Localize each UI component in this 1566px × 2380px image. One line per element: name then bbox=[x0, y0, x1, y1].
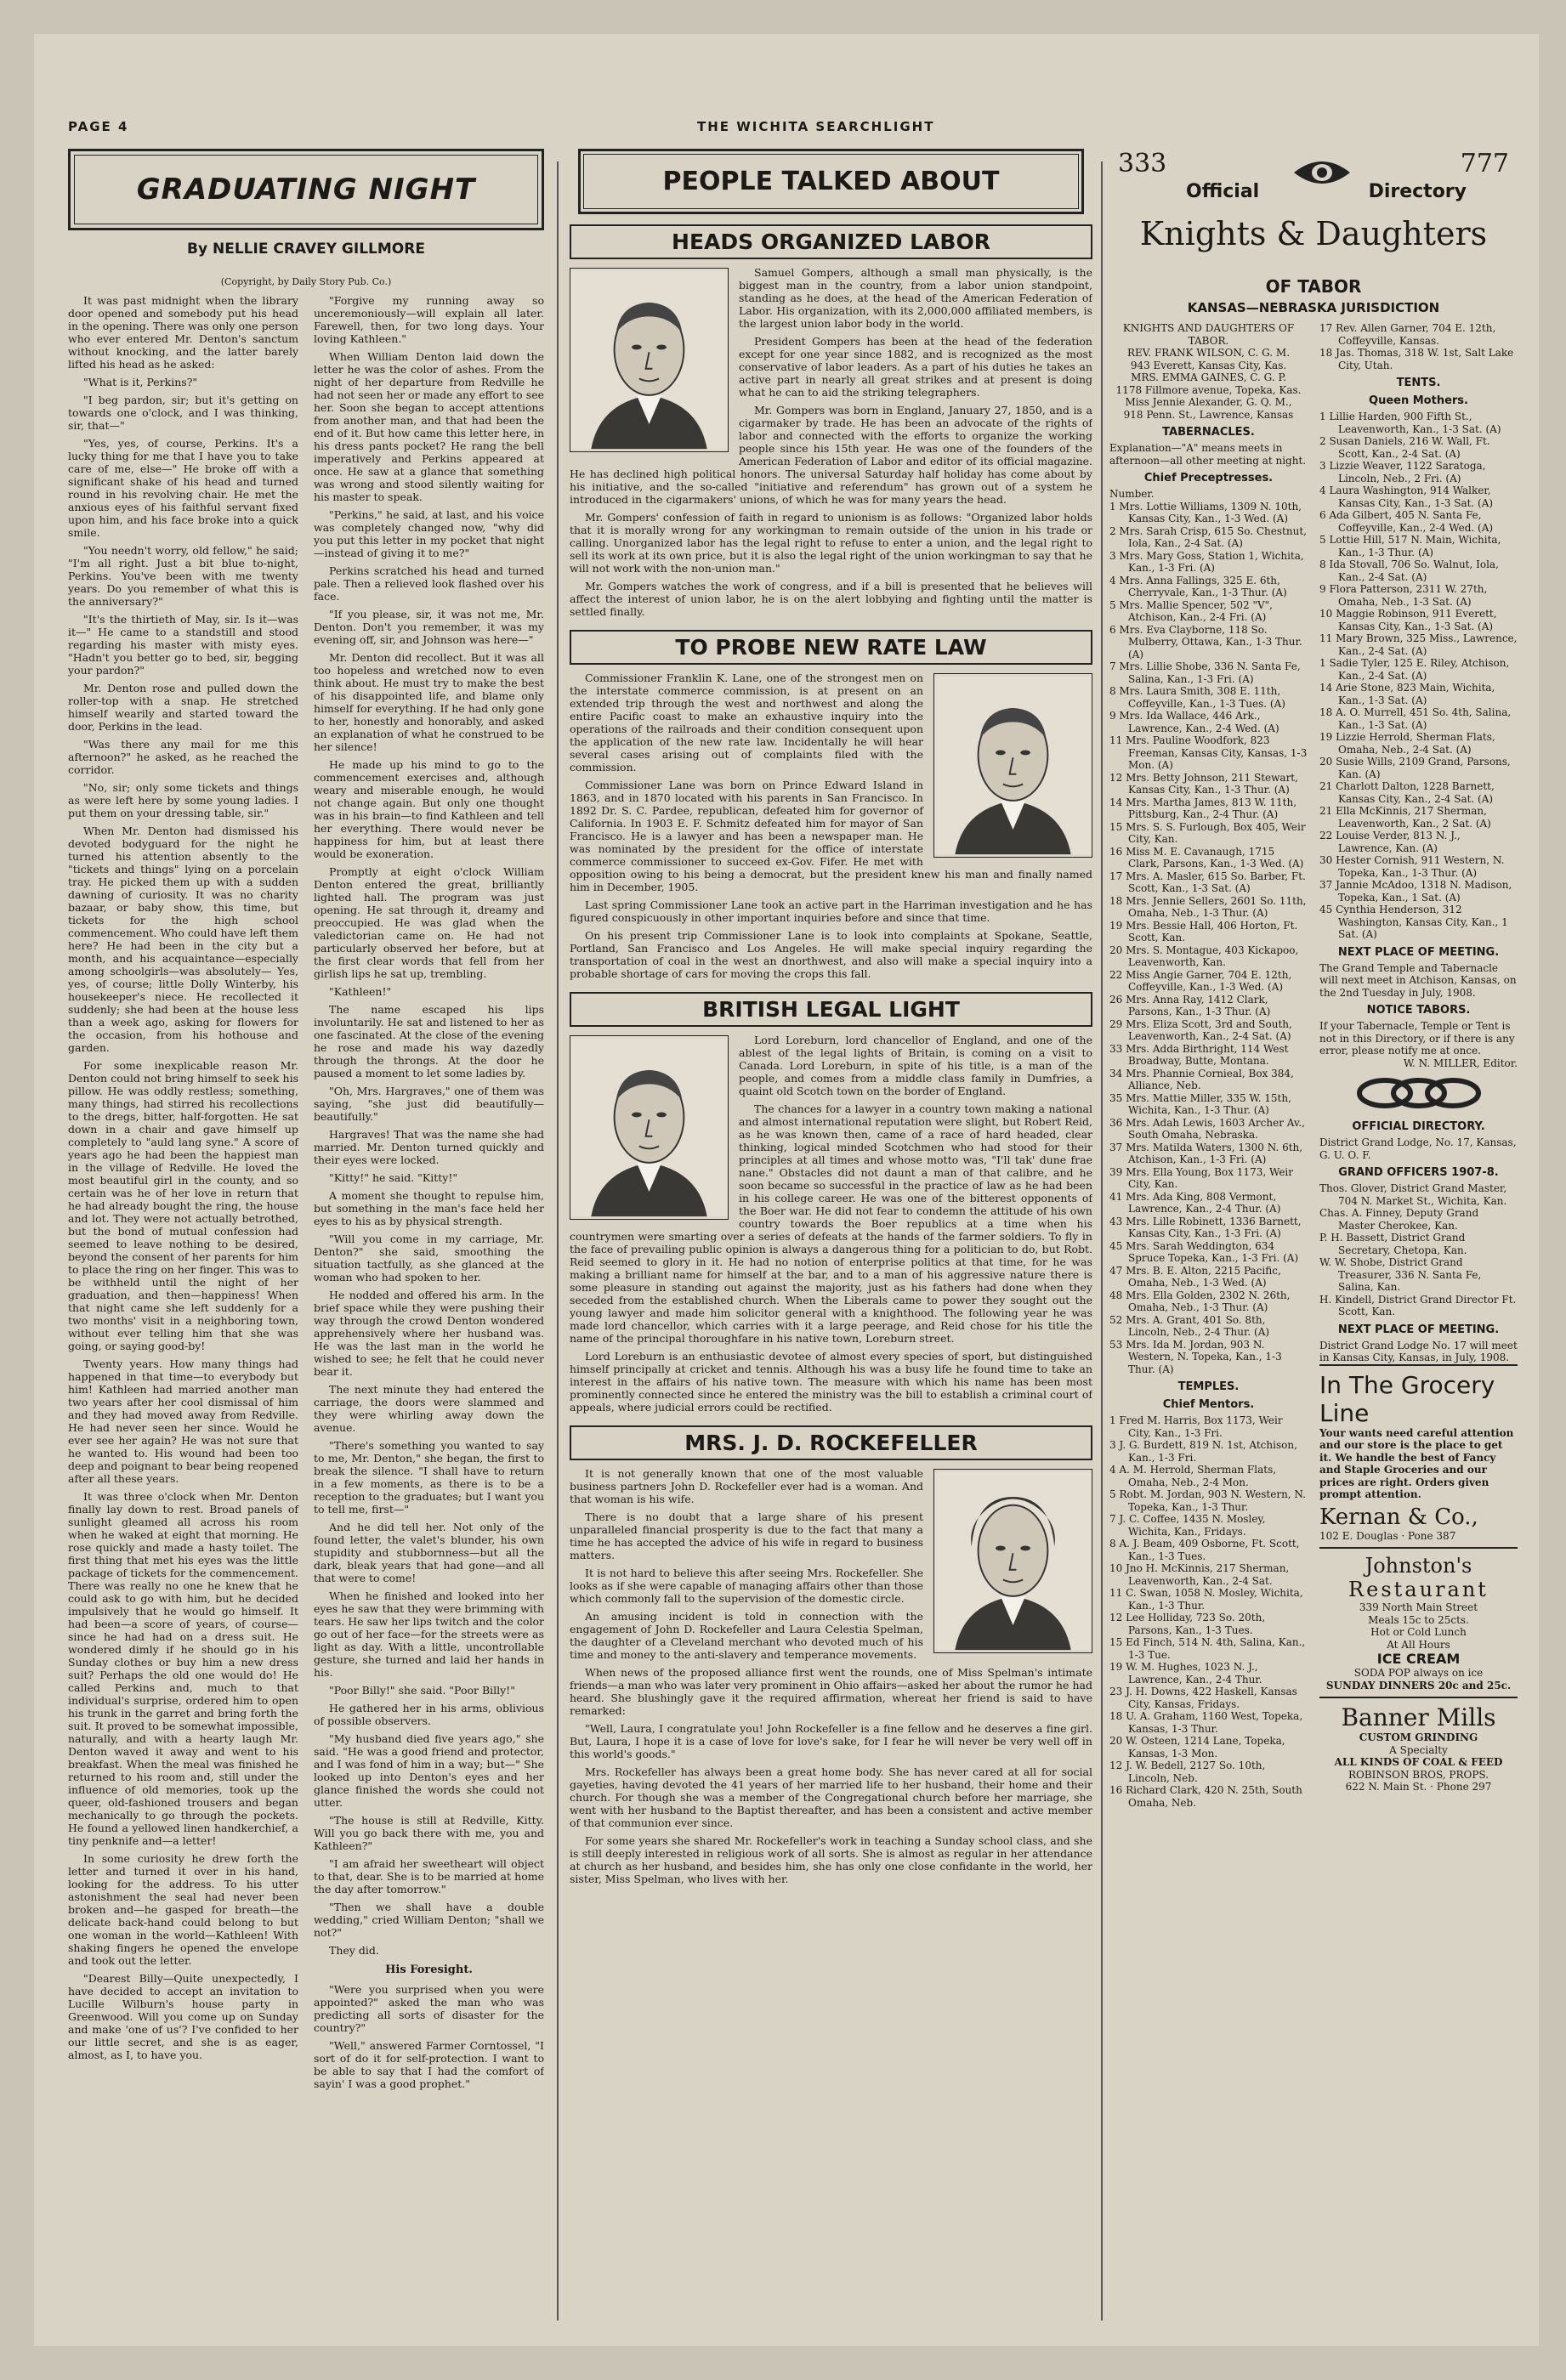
tabernacle-entry: 45 Mrs. Sarah Weddington, 634 Spruce Topeka, Kan., 1-3 Fri. (A) bbox=[1109, 1239, 1299, 1264]
soda-pop: SODA POP always on ice bbox=[1353, 1667, 1484, 1679]
notice-sign: W. N. MILLER, Editor. bbox=[1403, 1057, 1518, 1069]
three-links-icon bbox=[1355, 1076, 1483, 1110]
tabernacle-entry: 1 Mrs. Lottie Williams, 1309 N. 10th, Kansas City, Kan., 1-3 Wed. (A) bbox=[1109, 500, 1302, 524]
story-headline: TO PROBE NEW RATE LAW bbox=[570, 630, 1092, 665]
tent-entry: 2 Susan Daniels, 216 W. Wall, Ft. Scott, Kan., 2-4 Sat. (A) bbox=[1319, 435, 1490, 460]
notice: If your Tabernacle, Temple or Tent is not in this Directory, or if there is any error, please notify me at once. bbox=[1319, 1020, 1515, 1057]
tabernacle-entry: 34 Mrs. Phannie Cornieal, Box 384, Alliance, Neb. bbox=[1109, 1067, 1294, 1091]
tabernacle-list bbox=[1109, 501, 1308, 1376]
temple-entry: 11 C. Swan, 1058 N. Mosley, Wichita, Kan., 1-3 Thur. bbox=[1109, 1587, 1303, 1612]
tent-entry: 8 Ida Stovall, 706 So. Walnut, Iola, Kan., 2-4 Sat. (A) bbox=[1319, 558, 1499, 583]
page-number: PAGE 4 bbox=[68, 119, 129, 134]
paragraph: "Yes, yes, of course, Perkins. It's a lucky thing for me that I have you to take care of me, else—" He broke off with a significant shake of his head and turned round in his revolving chair. He met the anxious eyes of his faithful servant fixed upon him, and his face broke into a quick smile. bbox=[68, 437, 298, 539]
page-header bbox=[68, 119, 1505, 144]
temples-head: TEMPLES. bbox=[1177, 1380, 1240, 1393]
sunday-dinners: SUNDAY DINNERS 20c and 25c. bbox=[1325, 1679, 1512, 1692]
paragraph: "There's something you wanted to say to me, Mr. Denton," she began, the first to break the silence. "I shall have to return in a few moments, as there is to be a reception to the graduates; but I want you to tell me, first—" bbox=[314, 1439, 544, 1516]
temple-entry: 19 W. M. Hughes, 1023 N. J., Lawrence, Kan., 2-4 Thur. bbox=[1109, 1661, 1262, 1686]
temple-entry: 16 Richard Clark, 420 N. 25th, South Omaha, Neb. bbox=[1109, 1784, 1302, 1809]
grocery-ad bbox=[1319, 1364, 1518, 1548]
tent-entry: 30 Hester Cornish, 911 Western, N. Topeka, Kan., 1-3 Thur. (A) bbox=[1319, 854, 1505, 879]
kernan-address: 102 E. Douglas bbox=[1319, 1529, 1399, 1542]
tabernacle-entry: 48 Mrs. Ella Golden, 2302 N. 26th, Omaha, Neb., 1-3 Thur. (A) bbox=[1109, 1289, 1291, 1313]
tent-entry: 37 Jannie McAdoo, 1318 N. Madison, Topeka, Kan., 1 Sat. (A) bbox=[1319, 879, 1512, 904]
tabernacle-entry: 16 Miss M. E. Cavanaugh, 1715 Clark, Parsons, Kan., 1-3 Wed. (A) bbox=[1109, 845, 1304, 870]
paragraph: Mr. Gompers was born in England, January 27, 1850, and is a cigarmaker by trade. He has been an advocate of the rights of labor and connected with the efforts to organize the working people since his 15th year. He was one of the founders of the American Federation of Labor and editor of its official magazine. He has declined high political honors. The universal Saturday half holiday has come about by his initiative, and the so-called "initiative and referendum" has grown out of a system he introduced in the cigarmakers' unions, of which he was for many years the head. bbox=[570, 404, 1092, 506]
paragraph: "I am afraid her sweetheart will object to that, dear. She is to be married at home the day after tomorrow." bbox=[314, 1857, 544, 1896]
all-seeing-eye-icon bbox=[1292, 156, 1352, 190]
paragraph: "Will you come in my carriage, Mr. Denton?" she said, smoothing the situation tactfully, as she glanced at the woman who had spoken to her. bbox=[314, 1232, 544, 1284]
paragraph: Last spring Commissioner Lane took an active part in the Harriman investigation and he has figured conspicuously in other important inquiries before and since that time. bbox=[570, 898, 1092, 924]
tabernacle-entry: 7 Mrs. Lillie Shobe, 336 N. Santa Fe, Salina, Kan., 1-3 Fri. (A) bbox=[1109, 660, 1301, 685]
paragraph: When William Denton laid down the letter he was the color of ashes. From the night of her departure from Redville he had not seen her or made any effort to see her. Soon she began to accept attentions from another man, and that had been the end of it. But how came this letter here, in his dress pants pocket? He rang the bell imperatively and Perkins appeared at once. He saw at a glance that something was wrong and stood silently waiting for his master to speak. bbox=[314, 350, 544, 503]
chief-mentors: Chief Mentors. bbox=[1162, 1398, 1255, 1411]
tabernacle-entry: 2 Mrs. Sarah Crisp, 615 So. Chestnut, Iola, Kan., 2-4 Sat. (A) bbox=[1109, 524, 1307, 549]
paragraph: "Poor Billy!" she said. "Poor Billy!" bbox=[329, 1684, 515, 1697]
paragraph: A moment she thought to repulse him, but something in the man's face held her eyes to his as by physical strength. bbox=[314, 1189, 544, 1227]
paragraph: There is no doubt that a large share of his present unparalleled financial prosperity is due to the fact that many a time he has accepted the advice of his wife in regard to business matters. bbox=[570, 1510, 923, 1561]
paragraph: When news of the proposed alliance first went the rounds, one of Miss Spelman's intimate friends—a man who was later very prominent in Ohio affairs—asked her about the rumor he had heard. She blushingly gave it the required affirmation, whereat her friend is said to have remarked: bbox=[570, 1666, 1092, 1717]
officer-line: KNIGHTS AND DAUGHTERS OF TABOR. bbox=[1122, 322, 1295, 347]
portrait-image bbox=[933, 1469, 1092, 1653]
officer-line: REV. FRANK WILSON, C. G. M. bbox=[1126, 347, 1291, 359]
jurisdiction: KANSAS—NEBRASKA JURISDICTION bbox=[1187, 300, 1440, 315]
tabernacle-entry: 36 Mrs. Adah Lewis, 1603 Archer Av., South Omaha, Nebraska. bbox=[1109, 1116, 1305, 1141]
next-meeting: The Grand Temple and Tabernacle will next meet in Atchison, Kansas, on the 2nd Tuesday in July, 1908. bbox=[1319, 961, 1517, 999]
paragraph: "Well, Laura, I congratulate you! John Rockefeller is a fine fellow and he deserves a fine girl. But, Laura, I hope it is a case of love for love's sake, for I fear he will never be very well off in this world's goods." bbox=[570, 1722, 1092, 1760]
tent-list bbox=[1319, 411, 1518, 941]
paragraph: He nodded and offered his arm. In the brief space while they were pushing their way through the crowd Denton wondered apprehensively where her husband was. He was the last man in the world he wished to see; he felt that he could never bear it. bbox=[314, 1289, 544, 1378]
directory-header bbox=[1109, 149, 1518, 276]
tabernacle-entry: 20 Mrs. S. Montague, 403 Kickapoo, Leavenworth, Kan. bbox=[1109, 944, 1299, 968]
tabernacle-entry: 53 Mrs. Ida M. Jordan, 903 N. Western, N. Topeka, Kan., 1-3 Thur. (A) bbox=[1109, 1338, 1282, 1375]
johnston-lunch: Hot or Cold Lunch bbox=[1370, 1626, 1467, 1638]
tent-entry: 3 Lizzie Weaver, 1122 Saratoga, Lincoln, Neb., 2 Fri. (A) bbox=[1319, 460, 1486, 484]
tabernacle-entry: 4 Mrs. Anna Fallings, 325 E. 6th, Cherryvale, Kan., 1-3 Thur. (A) bbox=[1109, 574, 1287, 598]
of-tabor: OF TABOR bbox=[1265, 276, 1362, 297]
tabernacle-entry: 39 Mrs. Ella Young, Box 1173, Weir City, Kan. bbox=[1109, 1165, 1293, 1190]
portrait-icon bbox=[934, 1470, 1092, 1652]
portrait-icon bbox=[570, 269, 728, 451]
story-body bbox=[570, 1467, 1092, 1890]
official-directory-head: OFFICIAL DIRECTORY. bbox=[1352, 1120, 1485, 1133]
paragraph: "The house is still at Redville, Kitty. Will you go back there with me, you and Kathleen?" bbox=[314, 1814, 544, 1852]
paragraph: Commissioner Lane was born on Prince Edward Island in 1863, and in 1870 located with his parents in San Francisco. In 1892 Dr. S. C. Pardee, republican, defeated him for governor of California. In 1903 E. F. Schmitz defeated him for mayor of San Francisco. He is a lawyer and has been a newspaper man. He was nominated by the president for the office of interstate commerce commissioner to succeed ex-Gov. Fifer. He met with opposition owing to his being a democrat, but the president knew his man and finally named him in December, 1905. bbox=[570, 779, 1092, 893]
tent-entry: 19 Lizzie Herrold, Sherman Flats, Omaha, Neb., 2-4 Sat. (A) bbox=[1319, 731, 1495, 756]
paragraph: An amusing incident is told in connection with the engagement of John D. Rockefeller and Laura Celestia Spelman, the daughter of a Cleveland merchant who devoted much of his time and money to the anti-slavery and temperance movements. bbox=[570, 1610, 923, 1661]
tent-entry: 45 Cynthia Henderson, 312 Washington, Kansas City, Kan., 1 Sat. (A) bbox=[1319, 904, 1508, 940]
paragraph: Mr. Gompers' confession of faith in regard to unionism is as follows: "Organized labor holds that it is morally wrong for any workingman to remain outside of the union in his trade or calling. Unorganized labor has the legal right to refuse to enter a union, and the legal right to sell its work at its own price, but it is also the legal right of the union workingman to say that he will not work with the non-union man." bbox=[570, 511, 1092, 575]
portrait-image bbox=[933, 673, 1092, 858]
tabernacles-head: TABERNACLES. bbox=[1162, 426, 1255, 439]
three-links-emblem bbox=[1319, 1076, 1518, 1114]
paragraph: Hargraves! That was the name she had married. Mr. Denton turned quickly and their eyes were locked. bbox=[314, 1128, 544, 1166]
copyright: (Copyright, by Daily Story Pub. Co.) bbox=[220, 276, 392, 287]
temple-entry: 7 J. C. Coffee, 1435 N. Mosley, Wichita, Kan., Fridays. bbox=[1109, 1513, 1266, 1538]
kernan-name: Kernan & Co., bbox=[1319, 1504, 1478, 1530]
grocery-text: Your wants need careful attention and our store is the place to get it. We handle the best of Fancy and Staple Groceries and our prices are right. Orders given prompt attention. bbox=[1319, 1426, 1514, 1500]
temple-entry: 12 J. W. Bedell, 2127 So. 10th, Lincoln, Neb. bbox=[1109, 1760, 1266, 1784]
temple-entry: 23 J. H. Downs, 422 Haskell, Kansas City, Kansas, Fridays. bbox=[1109, 1686, 1297, 1710]
paragraph: For some inexplicable reason Mr. Denton could not bring himself to seek his pillow. He was oddly restless; something, many things, had stirred his recollections to the dregs, bitter, half-forgotten. He sat down in a chair and gave himself up completely to "auld lang syne." A score of years ago he had been the happiest man in the village of Redville. He loved the most beautiful girl in the county, and so certain was he of her love in return that he had already bought the ring, the house and lot. They were not actually betrothed, but the bond of mutual confession had seemed to leave nothing to be desired, beyond the consent of her parents for him to place the ring on her finger. This was to be withheld until the night of her graduation, and then—happiness! When that night came she left suddenly for a two months' visit in a neighboring town, without ever telling him that she was going, or saying good-by! bbox=[68, 1059, 298, 1352]
tent-entry: 20 Susie Wills, 2109 Grand, Parsons, Kan. (A) bbox=[1319, 756, 1511, 780]
temple-entry: 3 J. G. Burdett, 819 N. 1st, Atchison, Kan., 1-3 Fri. bbox=[1109, 1439, 1297, 1464]
paragraph: "Then we shall have a double wedding," cried William Denton; "shall we not?" bbox=[314, 1901, 544, 1939]
paragraph: They did. bbox=[329, 1944, 379, 1957]
tent-entry: 6 Ada Gilbert, 405 N. Santa Fe, Coffeyville, Kan., 2-4 Wed. (A) bbox=[1319, 509, 1494, 534]
story-headline: MRS. J. D. ROCKEFELLER bbox=[570, 1425, 1092, 1460]
next-meeting-head: NEXT PLACE OF MEETING. bbox=[1337, 945, 1500, 959]
tabernacle-entry: 22 Miss Angie Garner, 704 E. 12th, Coffeyville, Kan., 1-3 Wed. (A) bbox=[1109, 968, 1292, 993]
paragraph: Mrs. Rockefeller has always been a great home body. She has never cared at all for social gayeties, having devoted the 41 years of her married life to her husband, their home and their church. For though she was a member of the Congregational church before her marriage, she went with her husband to the Baptist thereafter, and has been a consistent and active member of that communion ever since. bbox=[570, 1765, 1092, 1829]
tent-entry: 10 Maggie Robinson, 911 Everett, Kansas City, Kan., 1-3 Sat. (A) bbox=[1319, 608, 1497, 632]
paragraph: Mr. Denton did recollect. But it was all too hopeless and wretched now to even think about. He must try to make the best of his disappointed life, and blame only himself for everything. If he had only gone to her, honestly and honorably, and asked an explanation of what he construed to be her silence! bbox=[314, 651, 544, 753]
ice-cream: ICE CREAM bbox=[1376, 1651, 1461, 1667]
grand-officer-entry: Chas. A. Finney, Deputy Grand Master Cherokee, Kan. bbox=[1319, 1207, 1479, 1232]
number-label: Number. bbox=[1109, 488, 1155, 500]
temple-entry: 8 A. J. Beam, 409 Osborne, Ft. Scott, Kan., 1-3 Tues. bbox=[1109, 1538, 1300, 1562]
story-body bbox=[570, 672, 1092, 985]
temple-entry: 10 Jno H. McKinnis, 217 Sherman, Leavenworth, Kan., 2-4 Sat. bbox=[1109, 1562, 1290, 1587]
paragraph: Lord Loreburn is an enthusiastic devotee of almost every species of sport, but distinguished himself principally at cricket and tennis. Although his was a busy life he found time to take an interest in the affairs of his native town. The measure with which his name has been most prominently connected since he entered the ministry was the bill to establish a criminal court of appeals, where judicial errors could be rectified. bbox=[570, 1350, 1092, 1414]
tent-entry: 22 Louise Verder, 813 N. J., Lawrence, Kan. (A) bbox=[1319, 830, 1461, 854]
johnston-ad bbox=[1319, 1547, 1518, 1697]
story-body bbox=[570, 1034, 1092, 1419]
newspaper-page bbox=[34, 34, 1539, 2346]
paragraph: "Kathleen!" bbox=[329, 985, 392, 998]
paragraph: "You needn't worry, old fellow," he said; "I'm all right. Just a bit blue to-night, Perkins. You've been with me twenty years. Do you remember of what this is the anniversary?" bbox=[68, 544, 298, 608]
tabernacle-entry: 47 Mrs. B. E. Alton, 2215 Pacific, Omaha, Neb., 1-3 Wed. (A) bbox=[1109, 1264, 1281, 1289]
tent-entry: 14 Arie Stone, 823 Main, Wichita, Kan., 1-3 Sat. (A) bbox=[1319, 682, 1495, 706]
portrait-image bbox=[570, 268, 729, 452]
paragraph: The name escaped his lips involuntarily. He sat and listened to her as one fascinated. At the close of the evening he rose and made his way dazedly through the throngs. At the door he paused a moment to let some ladies by. bbox=[314, 1003, 544, 1080]
section-banner bbox=[578, 149, 1084, 214]
queen-mothers: Queen Mothers. bbox=[1369, 394, 1468, 407]
tabernacle-entry: 8 Mrs. Laura Smith, 308 E. 11th, Coffeyville, Kan., 1-3 Tues. (A) bbox=[1109, 685, 1285, 710]
lodge-next-head: NEXT PLACE OF MEETING. bbox=[1337, 1323, 1500, 1336]
temple-entry: 18 Jas. Thomas, 318 W. 1st, Salt Lake City, Utah. bbox=[1319, 347, 1514, 371]
banner-mills-title: Banner Mills bbox=[1341, 1703, 1496, 1731]
paragraph: "No, sir; only some tickets and things as were left here by some young ladies. I put them on your dressing table, sir." bbox=[68, 781, 298, 819]
paragraph: "Was there any mail for me this afternoon?" he asked, as he reached the corridor. bbox=[68, 738, 298, 776]
story-body bbox=[570, 266, 1092, 623]
paragraph: "Kitty!" he said. "Kitty!" bbox=[329, 1171, 458, 1184]
tabernacle-entry: 9 Mrs. Ida Wallace, 446 Ark., Lawrence, Kan., 2-4 Wed. (A) bbox=[1109, 710, 1279, 734]
tent-entry: 18 A. O. Murrell, 451 So. 4th, Salina, Kan., 1-3 Sat. (A) bbox=[1319, 706, 1512, 731]
column-rule bbox=[557, 162, 559, 2320]
temple-entry: 4 A. M. Herrold, Sherman Flats, Omaha, Neb., 2-4 Mon. bbox=[1109, 1464, 1277, 1488]
tabernacle-entry: 12 Mrs. Betty Johnson, 211 Stewart, Kansas City, Kan., 1-3 Thur. (A) bbox=[1109, 771, 1298, 796]
grand-officer-entry: Thos. Glover, District Grand Master, 704 N. Market St., Wichita, Kan. bbox=[1319, 1182, 1507, 1207]
tent-entry: 21 Ella McKinnis, 217 Sherman, Leavenworth, Kan., 2 Sat. (A) bbox=[1319, 805, 1491, 830]
directory-columns bbox=[1109, 322, 1518, 1809]
officer-list bbox=[1109, 322, 1308, 421]
sub-headline: His Foresight. bbox=[385, 1964, 473, 1976]
paragraph: "Forgive my running away so unceremoniously—will explain all later. Farewell, then, for two long days. Your loving Kathleen." bbox=[314, 294, 544, 345]
portrait-icon bbox=[570, 1036, 728, 1219]
story-headline: HEADS ORGANIZED LABOR bbox=[570, 224, 1092, 259]
tabernacle-entry: 33 Mrs. Adda Birthright, 114 West Broadway, Butte, Montana. bbox=[1109, 1042, 1289, 1067]
paragraph: "Oh, Mrs. Hargraves," one of them was saying, "she just did beautifully—beautifully." bbox=[314, 1085, 544, 1123]
paragraph: Perkins scratched his head and turned pale. Then a relieved look flashed over his face. bbox=[314, 564, 544, 603]
all-kinds: ALL KINDS OF COAL & FEED bbox=[1334, 1756, 1503, 1768]
tent-entry: 5 Lottie Hill, 517 N. Main, Wichita, Kan., 1-3 Thur. (A) bbox=[1319, 534, 1501, 558]
paragraph: He made up his mind to go to the commencement exercises and, although weary and miserable enough, he would not change again. But only one thought was in his brain—to find Kathleen and tell her everything. There would never be happiness for him, but at least there would be exoneration. bbox=[314, 758, 544, 860]
paragraph: It is not generally known that one of the most valuable business partners John D. Rockefeller ever had is a woman. And that woman is his wife. bbox=[570, 1467, 923, 1505]
tabernacle-entry: 52 Mrs. A. Grant, 401 So. 8th, Lincoln, Neb., 2-4 Thur. (A) bbox=[1109, 1313, 1270, 1338]
tent-entry: 1 Lillie Harden, 900 Fifth St., Leavenworth, Kan., 1-3 Sat. (A) bbox=[1319, 411, 1501, 435]
paragraph: Mr. Gompers watches the work of congress, and if a bill is presented that he believes will affect the interest of union labor, he is on the alert lobbying and fighting until the matter is settled finally. bbox=[570, 580, 1092, 618]
paragraph: President Gompers has been at the head of the federation except for one year since 1882, and is recognized as the most conservative of labor leaders. As a part of his duties he takes an active part in nearly all great strikes and at present is doing what he can to aid the striking telegraphers. bbox=[739, 335, 1092, 399]
officer-line: Miss Jennie Alexander, G. Q. M., bbox=[1125, 396, 1292, 408]
tabernacle-entry: 37 Mrs. Matilda Waters, 1300 N. 6th, Atchison, Kan., 1-3 Fri. (A) bbox=[1109, 1141, 1303, 1165]
paragraph: On his present trip Commissioner Lane is to look into complaints at Spokane, Seattle, Portland, San Francisco and Los Angeles. He will make special inquiry regarding the transportation of coal in the west an dnorthwest, and also will make a special inquiry into a probable shortage of cars for moving the crops this fall. bbox=[570, 929, 1092, 980]
temple-entry: 5 Robt. M. Jordan, 903 N. Western, N. Topeka, Kan., 1-3 Thur. bbox=[1109, 1488, 1306, 1513]
banner-footer: 622 N. Main St. · Phone 297 bbox=[1345, 1781, 1492, 1793]
directory-word: Directory bbox=[1368, 181, 1467, 202]
paragraph: Twenty years. How many things had happened in that time—to everybody but him! Kathleen had married another man two years after her cool dismissal of him and they had moved away from Redville. He had never seen her since. Would he ever see her again? He was not sure that he wanted to. His wound had been too deep and poignant to bear being reopened after all these years. bbox=[68, 1357, 298, 1485]
temple-entry: 1 Fred M. Harris, Box 1173, Weir City, Kan., 1-3 Fri. bbox=[1109, 1414, 1283, 1439]
temple-entry: 12 Lee Holliday, 723 So. 20th, Parsons, Kan., 1-3 Tues. bbox=[1109, 1612, 1266, 1636]
officer-line: 943 Everett, Kansas City, Kas. bbox=[1130, 359, 1287, 371]
tabernacle-entry: 15 Mrs. S. S. Furlough, Box 405, Weir City, Kan. bbox=[1109, 820, 1306, 845]
paragraph: Promptly at eight o'clock William Denton entered the great, brilliantly lighted hall. The program was just opening. He sat through it, dreamy and preoccupied. He was glad when the valedictorian came on. He had not particularly observed her before, but at the first clear words that fell from her girlish lips he sat up, trembling. bbox=[314, 865, 544, 980]
paragraph: Lord Loreburn, lord chancellor of England, and one of the ablest of the legal lights of Britain, is coming on a visit to Canada. Lord Loreburn, in spite of his title, is a man of the people, and comes from a middle class family in Dumfries, a quaint old Scotch town on the border of England. bbox=[739, 1034, 1092, 1097]
people-stories bbox=[570, 224, 1092, 1890]
chief-preceptresses: Chief Preceptresses. bbox=[1143, 472, 1274, 484]
paragraph: He gathered her in his arms, oblivious of possible observers. bbox=[314, 1702, 544, 1727]
tabernacle-entry: 29 Mrs. Eliza Scott, 3rd and South, Leavenworth, Kan., 2-4 Sat. (A) bbox=[1109, 1017, 1292, 1042]
grocery-title: In The Grocery Line bbox=[1319, 1370, 1495, 1427]
tabernacle-entry: 14 Mrs. Martha James, 813 W. 11th, Pittsburg, Kan., 2-4 Thur. (A) bbox=[1109, 796, 1297, 820]
paragraph: "If you please, sir, it was not me, Mr. Denton. Don't you remember, it was my evening off, sir, and Johnson was here—" bbox=[314, 608, 544, 646]
officer-line: 1178 Fillmore avenue, Topeka, Kas. bbox=[1115, 383, 1302, 396]
tabernacle-entry: 43 Mrs. Lille Robinett, 1336 Barnett, Kansas City, Kan., 1-3 Fri. (A) bbox=[1109, 1215, 1302, 1239]
tent-entry: 4 Laura Washington, 914 Walker, Kansas City, Kan., 1-3 Sat. (A) bbox=[1319, 484, 1494, 509]
banner-phone: Phone 297 bbox=[1436, 1781, 1492, 1793]
paragraph: For some years she shared Mr. Rockefeller's work in teaching a Sunday school class, and she is still deeply interested in religious work of all sorts. She is almost as regular in her attendance at church as her husband, and besides him, she has only one close confidante in the world, her sister, Miss Spelman, who lives with her. bbox=[570, 1834, 1092, 1885]
portrait-icon bbox=[934, 674, 1092, 857]
paragraph: It is not hard to believe this after seeing Mrs. Rockefeller. She looks as if she were capable of managing affairs other than those which commonly fall to the supervision of the domestic circle. bbox=[570, 1567, 923, 1605]
paragraph: "It's the thirtieth of May, sir. Is it—was it—" He came to a standstill and stood regarding his master with misty eyes. "Hadn't you better go to bed, sir, begging your pardon?" bbox=[68, 613, 298, 677]
column-rule bbox=[1101, 162, 1103, 2320]
proprietors: ROBINSON BROS, PROPS. bbox=[1348, 1768, 1489, 1781]
official-word: Official bbox=[1186, 181, 1260, 202]
lodge-line: District Grand Lodge, No. 17, Kansas, G. U. O. F. bbox=[1319, 1136, 1517, 1161]
tabernacle-entry: 35 Mrs. Mattie Miller, 335 W. 15th, Wichita, Kan., 1-3 Thur. (A) bbox=[1109, 1091, 1291, 1116]
tabernacle-entry: 19 Mrs. Bessie Hall, 406 Horton, Ft. Scott, Kan. bbox=[1109, 919, 1298, 944]
paragraph: "Perkins," he said, at last, and his voice was completely changed now, "why did you put this letter in my pocket that night—instead of giving it to me?" bbox=[314, 508, 544, 559]
paragraph: "I beg pardon, sir; but it's getting on towards one o'clock, and I was thinking, sir, that—" bbox=[68, 394, 298, 432]
temple-entry: 20 W. Osteen, 1214 Lane, Topeka, Kansas, 1-3 Mon. bbox=[1109, 1735, 1285, 1760]
tent-entry: 11 Mary Brown, 325 Miss., Lawrence, Kan., 2-4 Sat. (A) bbox=[1319, 632, 1518, 657]
tabernacle-entry: 41 Mrs. Ada King, 808 Vermont, Lawrence, Kan., 2-4 Thur. (A) bbox=[1109, 1190, 1281, 1215]
johnston-meals: Meals 15c to 25cts. bbox=[1368, 1613, 1469, 1626]
grand-officer-entry: H. Kindell, District Grand Director Ft. Scott, Kan. bbox=[1319, 1293, 1517, 1318]
johnston-hours: At All Hours bbox=[1387, 1638, 1450, 1651]
officer-line: 918 Penn. St., Lawrence, Kansas bbox=[1123, 408, 1294, 421]
tabernacle-entry: 17 Mrs. A. Masler, 615 So. Barber, Ft. Scott, Kan., 1-3 Sat. (A) bbox=[1109, 870, 1306, 894]
portrait-image bbox=[570, 1035, 729, 1220]
grand-officer-entry: P. H. Bassett, District Grand Secretary, Chetopa, Kan. bbox=[1319, 1232, 1467, 1256]
paragraph: When Mr. Denton had dismissed his devoted bodyguard for the night he turned his attention absently to the "tickets and things" lying on a porcelain tray. He picked them up with a sudden dawning of curiosity. It was no charity bazaar, or baby show, this time, but tickets for the high school commencement. Who could have left them here? He had been in the city but a month, and his acquaintance—especially among schoolgirls—was absolutely— Yes, yes, of course; little Dolly Winterby, his housekeeper's niece. He recollected it suddenly; she had been at the house less than a week ago, asking for flowers for the occasion, from his hothouse and garden. bbox=[68, 824, 298, 1054]
johnston-line1: Johnston's bbox=[1365, 1554, 1472, 1578]
paragraph: "Well," answered Farmer Corntossel, "I sort of do it for self-protection. I want to be able to say that I had the comfort of sayin' I was a good prophet." bbox=[314, 2039, 544, 2090]
paragraph: And he did tell her. Not only of the found letter, the valet's blunder, his own stupidity and stubbornness—but all the dark, bleak years that had gone—and all that were to come! bbox=[314, 1521, 544, 1584]
grand-officers-head: GRAND OFFICERS 1907-8. bbox=[1338, 1166, 1499, 1179]
byline: By NELLIE CRAVEY GILLMORE bbox=[187, 241, 425, 258]
tabernacle-entry: 3 Mrs. Mary Goss, Station 1, Wichita, Kan., 1-3 Fri. (A) bbox=[1109, 549, 1304, 574]
lodge-next: District Grand Lodge No. 17 will meet in Kansas City, Kansas, in July, 1908. bbox=[1319, 1339, 1518, 1363]
paragraph: It was past midnight when the library door opened and somebody put his head in the opening. There was only one person who ever entered Mr. Denton's sanctum without knocking, and the latter barely lifted his head as he asked: bbox=[68, 294, 298, 371]
kernan-footer: 102 E. Douglas · Pone 387 bbox=[1319, 1529, 1456, 1542]
temple-entry: 17 Rev. Allen Garner, 704 E. 12th, Coffeyville, Kansas. bbox=[1319, 322, 1496, 347]
number-left: 333 bbox=[1118, 149, 1167, 178]
paragraph: "What is it, Perkins?" bbox=[83, 376, 198, 388]
banner-address: 622 N. Main St. bbox=[1345, 1781, 1427, 1793]
tent-entry: 9 Flora Patterson, 2311 W. 27th, Omaha, Neb., 1-3 Sat. (A) bbox=[1319, 583, 1488, 608]
story-body bbox=[68, 294, 544, 2090]
tabernacle-entry: 6 Mrs. Eva Clayborne, 118 So. Mulberry, Ottawa, Kan., 1-3 Thur. (A) bbox=[1109, 623, 1302, 660]
paragraph: "Dearest Billy—Quite unexpectedly, I have decided to accept an invitation to Lucille Wilburn's house party in Greenwood. Will you come up on Sunday and make 'one of us'? I've confided to her our little secret, and she is as eager, almost, as I, to have you. bbox=[68, 1972, 298, 2061]
paragraph: The chances for a lawyer in a country town making a national and almost international reputation were slight, but Robert Reid, as he was known then, came of a race of hard headed, clear thinking, logical minded Scotchmen who had stood for their principles at all times and whose motto was, "I'll tak' dune frae nane." Obstacles did not daunt a man of that calibre, and he soon became so successful in the practice of law as he had been in his college career. He was one of the bitterest opponents of the Boer war. He did not fear to condemn the attitude of his own country towards the Boer republics at a time when his countrymen were smarting over a series of defeats at the hands of the farmer soldiers. To fly in the face of prevailing public opinion is always a dangerous thing for a politician to do, but Robt. Reid seemed to glory in it. He had no notion of enterprise politics at that time, for he was making a brilliant name for himself at the bar, and to a man of his aggressive nature there is some pleasure in standing out against the majority, just as his fathers had done when they seceded from the established church. When the Liberals came to power they sought out the young lawyer and made him solicitor general with a knighthood. The following year he was made lord chancellor, which carries with it a large peerage, and Reid chose for his title the name of the principal thoroughfare in his native town, Loreburn street. bbox=[570, 1102, 1092, 1345]
grand-officer-list bbox=[1319, 1182, 1518, 1318]
tent-entry: 21 Charlott Dalton, 1228 Barnett, Kansas City, Kan., 2-4 Sat. (A) bbox=[1319, 780, 1495, 805]
paragraph: "My husband died five years ago," she said. "He was a good friend and protector, and I was fond of him in a way; but—" She looked up into Denton's eyes and her glance finished the words she could not utter. bbox=[314, 1732, 544, 1809]
paragraph: The next minute they had entered the carriage, the doors were slammed and they were whirling away down the avenue. bbox=[314, 1383, 544, 1434]
tents-head: TENTS. bbox=[1396, 377, 1441, 389]
tabernacle-entry: 11 Mrs. Pauline Woodfork, 823 Freeman, Kansas City, Kansas, 1-3 Mon. (A) bbox=[1109, 734, 1308, 771]
graduating-night-story bbox=[68, 149, 544, 2325]
tabernacle-entry: 18 Mrs. Jennie Sellers, 2601 So. 11th, Omaha, Neb., 1-3 Thur. (A) bbox=[1109, 894, 1307, 919]
people-talked-about bbox=[570, 149, 1092, 2325]
temple-entry: 15 Ed Finch, 514 N. 4th, Salina, Kan., 1-3 Tue. bbox=[1109, 1636, 1306, 1661]
paragraph: Mr. Denton rose and pulled down the roller-top with a snap. He stretched himself wearily and started toward the door, Perkins in the lead. bbox=[68, 682, 298, 733]
custom-grinding: CUSTOM GRINDING bbox=[1359, 1731, 1478, 1743]
story-title-box bbox=[68, 149, 544, 230]
paragraph: Samuel Gompers, although a small man physically, is the biggest man in the country, from a labor union standpoint, standing as he does, at the head of the American Federation of Labor. His organization, with its 2,000,000 affiliated members, is the largest union labor body in the world. bbox=[739, 266, 1092, 330]
directory-title: Knights & Daughters bbox=[1139, 215, 1488, 252]
officer-line: MRS. EMMA GAINES, C. G. P. bbox=[1131, 371, 1286, 383]
story-headline: BRITISH LEGAL LIGHT bbox=[570, 992, 1092, 1027]
grand-officer-entry: W. W. Shobe, District Grand Treasurer, 336 N. Santa Fe, Salina, Kan. bbox=[1319, 1256, 1482, 1293]
banner-mills-ad bbox=[1319, 1697, 1518, 1799]
paragraph: In some curiosity he drew forth the letter and turned it over in his hand, looking for the address. To his utter astonishment the seal had never been broken and—he gasped for breath—the delicate back-hand could belong to but one woman in the world—Kathleen! With shaking fingers he opened the envelope and took out the letter. bbox=[68, 1852, 298, 1967]
tent-entry: 1 Sadie Tyler, 125 E. Riley, Atchison, Kan., 2-4 Sat. (A) bbox=[1319, 657, 1510, 682]
number-right: 777 bbox=[1460, 149, 1509, 178]
johnston-line2: Restaurant bbox=[1348, 1578, 1489, 1601]
paragraph: "Were you surprised when you were appointed?" asked the man who was predicting all sorts of disaster for the country?" bbox=[314, 1983, 544, 2034]
kernan-phone: Pone 387 bbox=[1407, 1529, 1456, 1542]
tabernacles-note: Explanation—"A" means meets in afternoon—all other meeting at night. bbox=[1109, 442, 1307, 467]
tabor-directory bbox=[1109, 149, 1518, 2325]
notice-head: NOTICE TABORS. bbox=[1366, 1004, 1471, 1017]
section-title: PEOPLE TALKED ABOUT bbox=[583, 154, 1079, 209]
tabernacle-entry: 5 Mrs. Mallie Spencer, 502 "V", Atchison, Kan., 2-4 Fri. (A) bbox=[1109, 598, 1273, 623]
johnston-address: 339 North Main Street bbox=[1359, 1601, 1478, 1613]
paragraph: Commissioner Franklin K. Lane, one of the strongest men on the interstate commerce commission, is at present on an extended trip through the west and northwest and along the entire Pacific coast to make an exhaustive inquiry into the operations of the railroads and their condition consequent upon the application of the new rate law. Incidentally he will hear several cases arising out of complaints filed with the commission. bbox=[570, 672, 923, 774]
paragraph: It was three o'clock when Mr. Denton finally lay down to rest. Broad panels of sunlight gleamed all across his room when he waked at eight that morning. He rose quickly and made a hasty toilet. The first thing that met his eyes was the little package of tickets for the commencement. There was really no one he knew that he could ask to go with him, but he decided impulsively that he would go himself. It had been—a score of years, of course—since he had had on a dress suit. He wondered dimly if he should go in his Sunday clothes or buy him a new dress suit? Perhaps the old one would do! He called Perkins and, much to that individual's surprise, ordered him to open his trunk in the garret and bring forth the suit. It proved to be somewhat impossible, naturally, and with a hearty laugh Mr. Denton waved it away and went to his breakfast. When the meal was finished he returned to his room and, still under the influence of old memories, took up the queer, old-fashioned trousers and began mechanically to go through the pockets. He found a yellowed linen handkerchief, a tiny penknife and—a letter! bbox=[68, 1490, 298, 1847]
specialty: A Specialty bbox=[1389, 1743, 1448, 1756]
temple-entry: 18 U. A. Graham, 1160 West, Topeka, Kansas, 1-3 Thur. bbox=[1109, 1710, 1303, 1735]
paragraph: When he finished and looked into her eyes he saw that they were brimming with tears. He saw her lips twitch and the color go out of her face—for the streets were as light as day. With a little, uncontrollable gesture, she turned and laid her hands in his. bbox=[314, 1590, 544, 1679]
tabernacle-entry: 26 Mrs. Anna Ray, 1412 Clark, Parsons, Kan., 1-3 Thur. (A) bbox=[1109, 993, 1271, 1017]
story-title: GRADUATING NIGHT bbox=[136, 173, 476, 207]
masthead: THE WICHITA SEARCHLIGHT bbox=[697, 119, 935, 134]
